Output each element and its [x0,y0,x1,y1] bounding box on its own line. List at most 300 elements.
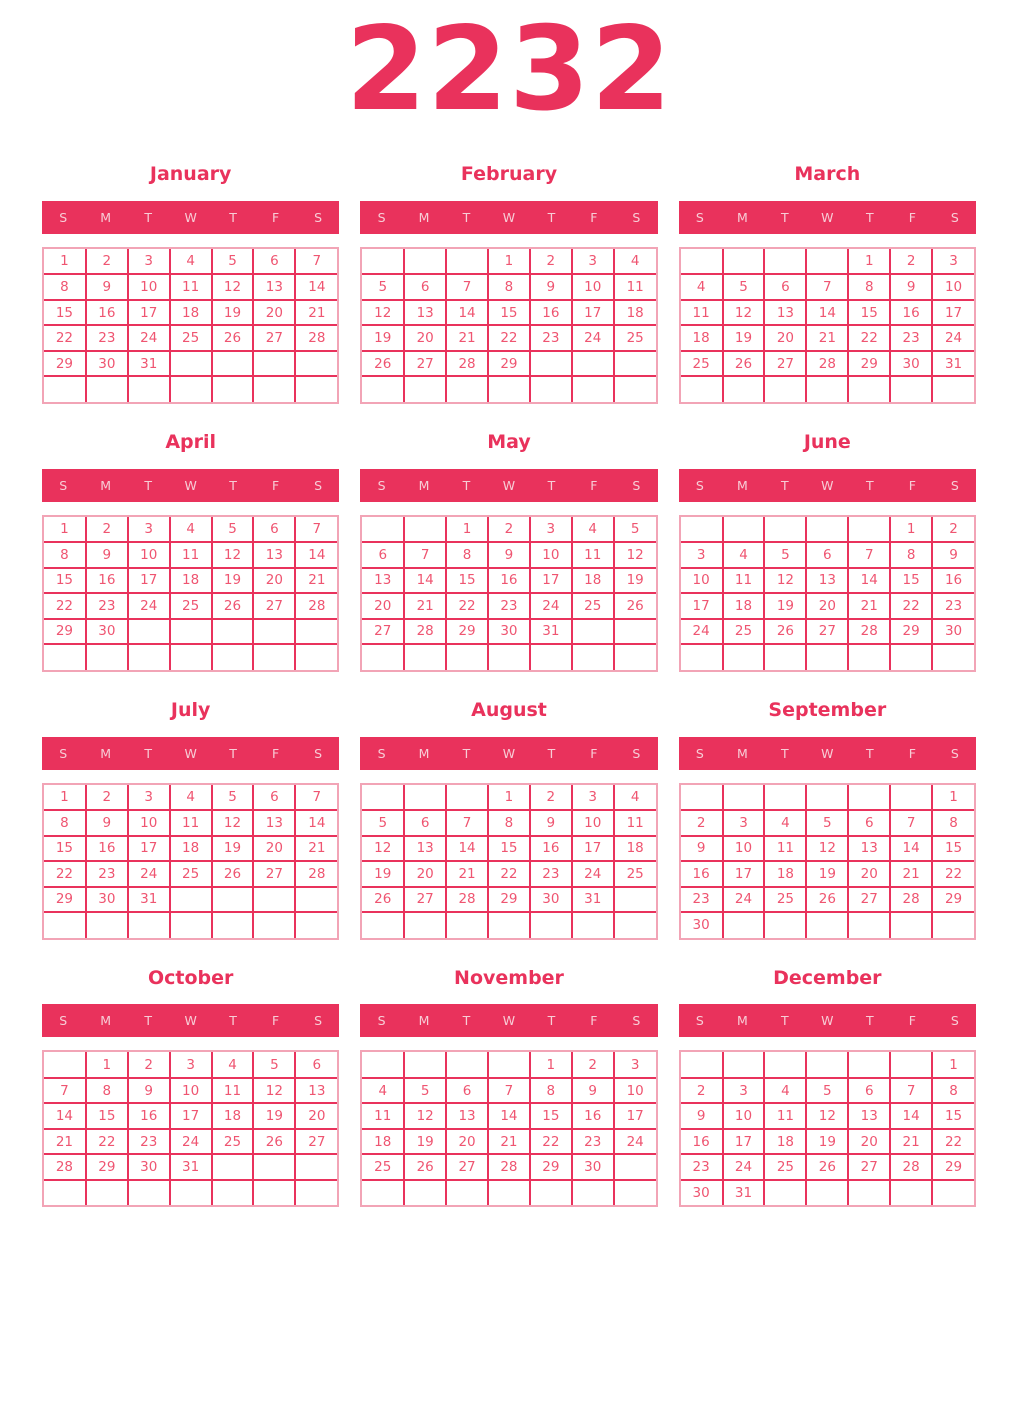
day-cell: 3 [572,249,614,275]
day-cell: 18 [362,1129,404,1155]
day-cell-empty [212,887,254,913]
day-cell-empty [764,644,806,670]
day-cell: 19 [212,300,254,326]
day-cell: 21 [295,300,337,326]
month-days-table [681,1052,974,1205]
day-cell: 3 [530,517,572,543]
weekday-letter: F [590,209,598,225]
day-cell: 16 [86,836,128,862]
weekday-letter: S [695,209,704,225]
day-cell-empty [86,1180,128,1206]
day-cell: 17 [530,568,572,594]
week-row [362,887,655,913]
week-row [681,861,974,887]
weekday-letter: W [184,477,197,493]
week-row [681,325,974,351]
week-row [44,1129,337,1155]
day-cell: 15 [890,568,932,594]
weekday-letter: S [59,209,68,225]
day-cell: 29 [530,1154,572,1180]
day-cell-empty [806,644,848,670]
day-cell-empty [404,376,446,402]
day-cell: 15 [932,1103,974,1129]
day-cell: 3 [723,1078,765,1104]
day-cell-empty [723,1052,765,1078]
day-cell: 23 [86,325,128,351]
day-cell: 6 [848,1078,890,1104]
day-cell: 7 [848,542,890,568]
week-row [44,810,337,836]
day-cell: 17 [128,568,170,594]
day-cell: 19 [806,861,848,887]
day-cell: 22 [44,325,86,351]
weekday-letter: T [462,477,471,493]
day-cell: 15 [446,568,488,594]
day-cell-empty [806,249,848,275]
day-cell-empty [128,912,170,938]
month-section-september [679,700,976,940]
day-cell: 8 [890,542,932,568]
day-cell: 18 [681,325,723,351]
day-cell-empty [362,644,404,670]
month-title: December [773,966,882,989]
day-cell: 3 [170,1052,212,1078]
day-cell-empty [572,912,614,938]
day-cell-empty [681,785,723,811]
day-cell: 27 [764,351,806,377]
month-title: January [149,163,232,185]
weekday-letter: M [418,477,430,493]
day-cell: 20 [404,861,446,887]
day-cell: 1 [488,249,530,275]
day-cell: 10 [530,542,572,568]
weekday-letter: T [866,209,874,225]
day-cell: 24 [614,1129,656,1155]
day-cell: 13 [253,542,295,568]
day-cell-empty [404,517,446,543]
month-section-march [679,164,976,404]
day-cell: 26 [362,887,404,913]
day-cell: 9 [530,274,572,300]
month-section-february [360,164,657,404]
day-cell: 11 [764,1103,806,1129]
day-cell-empty [848,644,890,670]
day-cell-empty [44,1180,86,1206]
day-cell-empty [848,785,890,811]
day-cell-empty [253,1154,295,1180]
day-cell: 20 [764,325,806,351]
day-cell: 3 [932,249,974,275]
day-cell: 15 [530,1103,572,1129]
day-cell: 5 [253,1052,295,1078]
weekday-letter: M [100,477,112,493]
day-cell: 28 [446,351,488,377]
day-cell: 17 [932,300,974,326]
day-cell-empty [362,376,404,402]
day-cell: 6 [295,1052,337,1078]
day-cell: 20 [806,593,848,619]
month-section-december [679,968,976,1208]
day-cell: 18 [723,593,765,619]
weekday-letter: S [59,477,68,493]
week-row [362,1129,655,1155]
weekday-letter: S [377,477,386,493]
day-cell: 30 [932,619,974,645]
day-cell-empty [572,351,614,377]
day-cell: 27 [848,1154,890,1180]
day-cell: 14 [295,810,337,836]
day-cell-empty [488,644,530,670]
weekday-letter: S [632,1013,641,1029]
day-cell-empty [530,376,572,402]
day-cell: 22 [44,593,86,619]
day-cell: 18 [170,300,212,326]
month-title: November [454,966,564,989]
day-cell: 9 [488,542,530,568]
day-cell: 9 [890,274,932,300]
day-cell: 16 [86,568,128,594]
day-cell: 24 [128,325,170,351]
day-cell: 7 [806,274,848,300]
month-days-table [362,1052,655,1205]
week-row [44,274,337,300]
day-cell: 22 [488,861,530,887]
day-cell: 25 [170,861,212,887]
day-cell-empty [212,912,254,938]
week-row [681,836,974,862]
day-cell: 8 [44,542,86,568]
day-cell: 5 [362,274,404,300]
day-cell-empty [681,376,723,402]
day-cell: 27 [404,351,446,377]
day-cell-empty [764,912,806,938]
day-cell: 14 [806,300,848,326]
day-cell: 7 [295,517,337,543]
day-cell: 26 [764,619,806,645]
weekday-letter: W [821,1013,834,1029]
weekday-letter: W [184,1013,197,1029]
day-cell-empty [890,376,932,402]
month-days-table [44,785,337,938]
week-row [362,619,655,645]
day-cell-empty [170,376,212,402]
day-cell: 3 [128,785,170,811]
weekday-letter: S [314,477,323,493]
month-grid-frame [360,1050,657,1207]
day-cell: 27 [404,887,446,913]
day-cell: 29 [446,619,488,645]
weekday-letter: T [144,1013,152,1029]
day-cell: 1 [488,785,530,811]
day-cell: 16 [681,1129,723,1155]
day-cell: 20 [253,836,295,862]
day-cell-empty [253,351,295,377]
day-cell: 2 [86,785,128,811]
day-cell: 19 [212,568,254,594]
weekday-letter: S [314,209,323,225]
day-cell: 19 [362,325,404,351]
month-days-table [44,517,337,670]
day-cell: 24 [572,861,614,887]
day-cell: 4 [170,785,212,811]
day-cell: 21 [446,861,488,887]
day-cell-empty [572,1180,614,1206]
day-cell: 1 [890,517,932,543]
day-cell: 25 [362,1154,404,1180]
day-cell: 26 [806,887,848,913]
day-cell: 30 [530,887,572,913]
day-cell-empty [488,1052,530,1078]
day-cell: 15 [44,568,86,594]
week-row [362,325,655,351]
week-row [681,1129,974,1155]
day-cell: 31 [170,1154,212,1180]
day-cell-empty [295,351,337,377]
weekday-header-bar [42,1004,339,1037]
day-cell: 10 [723,1103,765,1129]
day-cell: 2 [530,785,572,811]
week-row [681,1078,974,1104]
day-cell: 7 [44,1078,86,1104]
week-row [681,593,974,619]
day-cell: 8 [848,274,890,300]
day-cell: 7 [404,542,446,568]
day-cell-empty [614,887,656,913]
weekday-letter: T [866,477,874,493]
day-cell: 23 [890,325,932,351]
day-cell-empty [253,1180,295,1206]
day-cell: 11 [572,542,614,568]
day-cell: 14 [295,542,337,568]
day-cell: 19 [212,836,254,862]
day-cell-empty [404,1052,446,1078]
day-cell: 27 [848,887,890,913]
week-row [44,1078,337,1104]
day-cell: 31 [723,1180,765,1206]
day-cell: 10 [128,810,170,836]
day-cell: 10 [681,568,723,594]
day-cell: 17 [572,836,614,862]
day-cell: 1 [44,249,86,275]
weekday-letter: M [736,1013,748,1029]
day-cell: 29 [44,619,86,645]
week-row [681,1154,974,1180]
weekday-letter: S [950,209,959,225]
week-row [44,249,337,275]
day-cell-empty [764,517,806,543]
weekday-letter: F [590,745,598,761]
week-row [681,300,974,326]
day-cell: 24 [723,1154,765,1180]
day-cell-empty [44,912,86,938]
day-cell: 2 [681,1078,723,1104]
day-cell: 23 [681,887,723,913]
day-cell: 23 [530,325,572,351]
month-days-table [681,785,974,938]
day-cell: 16 [86,300,128,326]
day-cell: 6 [764,274,806,300]
weekday-letter: S [950,745,959,761]
day-cell: 5 [212,517,254,543]
day-cell: 2 [128,1052,170,1078]
day-cell: 1 [848,249,890,275]
day-cell: 22 [44,861,86,887]
day-cell: 23 [128,1129,170,1155]
day-cell-empty [170,644,212,670]
day-cell-empty [44,644,86,670]
day-cell: 4 [362,1078,404,1104]
day-cell: 22 [446,593,488,619]
day-cell-empty [764,785,806,811]
weekday-header-bar [679,201,976,234]
day-cell: 29 [890,619,932,645]
weekday-letter: T [781,477,789,493]
week-row [44,861,337,887]
weekday-letter: M [418,209,430,225]
day-cell-empty [723,517,765,543]
day-cell: 24 [128,861,170,887]
day-cell: 28 [890,887,932,913]
week-row [681,810,974,836]
weekday-letter: T [866,1013,874,1029]
weekday-letter: S [632,477,641,493]
weekday-letter: S [695,477,704,493]
day-cell: 8 [488,274,530,300]
day-cell-empty [806,912,848,938]
day-cell-empty [253,912,295,938]
day-cell-empty [404,644,446,670]
day-cell: 28 [295,325,337,351]
day-cell-empty [253,887,295,913]
day-cell-empty [848,376,890,402]
day-cell: 27 [253,861,295,887]
month-days-table [44,249,337,402]
weekday-letter: T [547,745,556,761]
day-cell: 21 [806,325,848,351]
year-title: 2232 [345,2,673,137]
day-cell-empty [681,249,723,275]
month-section-january [42,164,339,404]
weekday-letter: M [100,745,112,761]
day-cell: 3 [723,810,765,836]
day-cell: 19 [806,1129,848,1155]
month-days-table [362,517,655,670]
day-cell: 15 [848,300,890,326]
day-cell: 24 [170,1129,212,1155]
day-cell: 30 [128,1154,170,1180]
month-section-april [42,432,339,672]
week-row [44,568,337,594]
day-cell: 17 [614,1103,656,1129]
month-title: August [471,698,547,721]
day-cell: 31 [932,351,974,377]
day-cell: 3 [681,542,723,568]
day-cell: 8 [44,810,86,836]
day-cell: 4 [170,249,212,275]
weekday-letter: F [908,1013,916,1029]
day-cell: 3 [128,517,170,543]
day-cell-empty [848,1180,890,1206]
week-row [362,593,655,619]
day-cell: 28 [890,1154,932,1180]
day-cell: 19 [362,861,404,887]
week-row [362,644,655,670]
weekday-letter: F [590,477,598,493]
day-cell: 8 [932,810,974,836]
day-cell-empty [212,1180,254,1206]
weekday-letter: S [632,745,641,761]
day-cell: 29 [848,351,890,377]
day-cell: 8 [44,274,86,300]
day-cell: 7 [446,274,488,300]
day-cell: 25 [764,1154,806,1180]
day-cell: 20 [848,861,890,887]
weekday-letter: T [462,1013,471,1029]
week-row [44,1103,337,1129]
day-cell: 27 [446,1154,488,1180]
day-cell-empty [890,912,932,938]
day-cell-empty [295,619,337,645]
day-cell: 25 [723,619,765,645]
day-cell: 1 [932,785,974,811]
day-cell-empty [212,351,254,377]
day-cell-empty [848,1052,890,1078]
day-cell-empty [128,376,170,402]
day-cell-empty [890,785,932,811]
week-row [44,325,337,351]
weekday-letter: T [866,745,874,761]
week-row [681,1103,974,1129]
day-cell: 29 [86,1154,128,1180]
weekday-letter: S [695,1013,704,1029]
weekday-header-bar [679,1004,976,1037]
day-cell-empty [253,376,295,402]
day-cell: 4 [572,517,614,543]
day-cell-empty [128,1180,170,1206]
day-cell: 11 [614,274,656,300]
day-cell-empty [572,376,614,402]
day-cell-empty [614,376,656,402]
day-cell-empty [404,785,446,811]
month-grid-frame [679,515,976,672]
day-cell: 18 [614,836,656,862]
weekday-letter: W [184,745,197,761]
day-cell: 16 [128,1103,170,1129]
day-cell: 2 [86,249,128,275]
day-cell-empty [362,1180,404,1206]
day-cell: 2 [932,517,974,543]
week-row [362,568,655,594]
week-row [362,249,655,275]
day-cell: 5 [614,517,656,543]
weekday-letter: F [908,477,916,493]
week-row [362,351,655,377]
day-cell-empty [614,644,656,670]
weekday-letter: T [781,745,789,761]
day-cell-empty [44,376,86,402]
day-cell: 15 [932,836,974,862]
weekday-letter: W [502,745,516,761]
weekday-letter: T [547,1013,556,1029]
month-section-october [42,968,339,1208]
month-grid-frame [360,515,657,672]
month-grid-frame [679,247,976,404]
day-cell: 5 [212,249,254,275]
weekday-header-bar [360,469,657,502]
day-cell: 1 [530,1052,572,1078]
week-row [44,517,337,543]
month-days-table [44,1052,337,1205]
